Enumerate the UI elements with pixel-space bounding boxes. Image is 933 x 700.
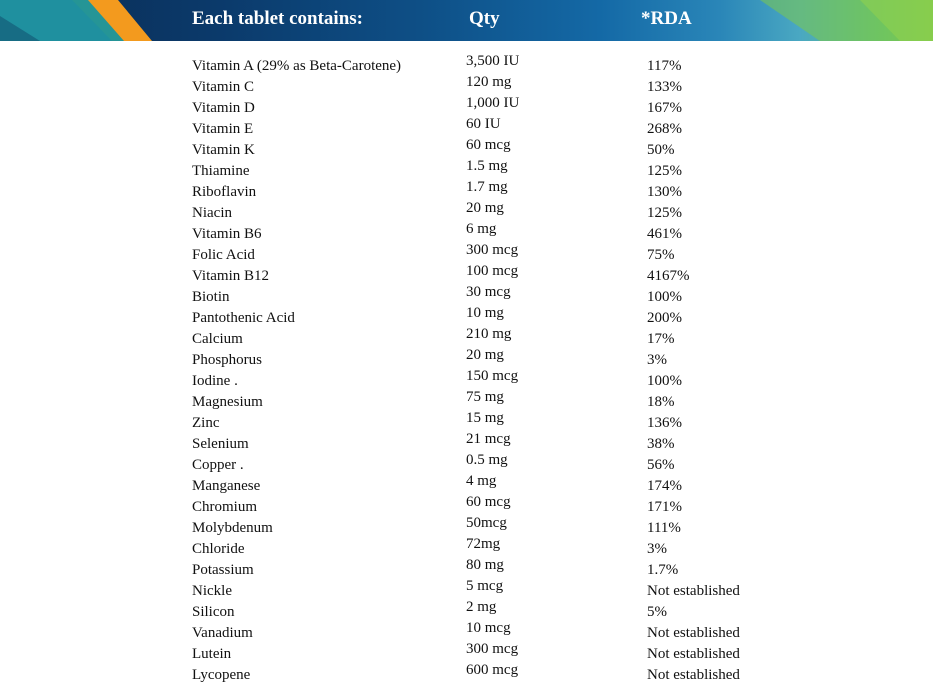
nutrient-name: Riboflavin	[192, 184, 257, 200]
nutrient-rda: 18%	[647, 394, 675, 410]
header-item-label: Each tablet contains:	[192, 8, 363, 29]
table-header-bar	[0, 0, 933, 41]
nutrient-name: Phosphorus	[192, 352, 263, 368]
nutrient-qty: 60 IU	[466, 116, 501, 132]
nutrient-name: Nickle	[192, 583, 232, 599]
nutrient-rda: 200%	[647, 310, 682, 326]
nutrient-rda: 100%	[647, 373, 682, 389]
nutrient-name: Vitamin E	[192, 121, 254, 137]
nutrient-qty: 300 mcg	[466, 242, 519, 258]
nutrient-rda: 50%	[647, 142, 675, 158]
nutrient-qty: 20 mg	[466, 200, 504, 216]
nutrient-rda: 4167%	[647, 268, 690, 284]
nutrient-rda: 167%	[647, 100, 682, 116]
nutrient-name: Thiamine	[192, 163, 250, 179]
nutrient-qty: 72mg	[466, 536, 501, 552]
nutrient-rda: 1.7%	[647, 562, 679, 578]
nutrient-rda: 56%	[647, 457, 675, 473]
nutrient-name: Manganese	[192, 478, 261, 494]
nutrient-name: Potassium	[192, 562, 254, 578]
nutrient-rda: Not established	[647, 646, 740, 662]
nutrient-name: Zinc	[192, 415, 220, 431]
nutrient-qty: 600 mcg	[466, 662, 519, 678]
nutrient-name: Molybdenum	[192, 520, 273, 536]
nutrient-rda: 100%	[647, 289, 682, 305]
nutrient-name: Niacin	[192, 205, 232, 221]
nutrient-name: Lycopene	[192, 667, 251, 683]
nutrient-qty: 1,000 IU	[466, 95, 520, 111]
nutrient-qty: 3,500 IU	[466, 53, 520, 69]
nutrient-qty: 1.7 mg	[466, 179, 508, 195]
nutrient-name: Vitamin A (29% as Beta-Carotene)	[192, 58, 402, 74]
nutrient-name: Lutein	[192, 646, 232, 662]
nutrient-qty: 4 mg	[466, 473, 497, 489]
nutrient-name: Biotin	[192, 289, 230, 305]
nutrient-qty: 150 mcg	[466, 368, 519, 384]
nutrient-rda: 5%	[647, 604, 667, 620]
nutrient-rda: Not established	[647, 667, 740, 683]
nutrient-name: Iodine .	[192, 373, 238, 389]
nutrient-qty: 100 mcg	[466, 263, 519, 279]
nutrient-qty: 60 mcg	[466, 137, 511, 153]
nutrient-qty: 80 mg	[466, 557, 504, 573]
nutrient-rda: 3%	[647, 352, 667, 368]
nutrient-name: Chromium	[192, 499, 258, 515]
nutrient-name: Calcium	[192, 331, 243, 347]
nutrient-qty: 1.5 mg	[466, 158, 508, 174]
nutrient-table	[0, 54, 933, 684]
nutrient-name: Folic Acid	[192, 247, 255, 263]
nutrient-name: Copper .	[192, 457, 244, 473]
nutrient-qty: 15 mg	[466, 410, 504, 426]
nutrient-rda: 133%	[647, 79, 682, 95]
nutrient-name: Pantothenic Acid	[192, 310, 295, 326]
nutrient-qty: 5 mcg	[466, 578, 504, 594]
nutrient-name: Vitamin C	[192, 79, 255, 95]
nutrient-rda: Not established	[647, 625, 740, 641]
nutrient-rda: 171%	[647, 499, 682, 515]
nutrient-qty: 30 mcg	[466, 284, 511, 300]
header-qty-label: Qty	[469, 8, 500, 29]
nutrient-qty: 10 mg	[466, 305, 504, 321]
header-decoration	[0, 0, 933, 41]
nutrient-name: Vitamin D	[192, 100, 255, 116]
nutrient-name: Vitamin B6	[192, 226, 262, 242]
nutrient-name: Magnesium	[192, 394, 263, 410]
nutrient-rda: 174%	[647, 478, 682, 494]
nutrient-name: Vitamin B12	[192, 268, 270, 284]
nutrient-rda: Not established	[647, 583, 740, 599]
nutrient-rda: 268%	[647, 121, 682, 137]
nutrient-rda: 125%	[647, 205, 682, 221]
nutrient-rda: 75%	[647, 247, 675, 263]
nutrient-qty: 75 mg	[466, 389, 504, 405]
nutrient-qty: 0.5 mg	[466, 452, 508, 468]
nutrient-rda: 38%	[647, 436, 675, 452]
nutrient-name: Vanadium	[192, 625, 253, 641]
nutrient-qty: 21 mcg	[466, 431, 511, 447]
nutrient-name: Silicon	[192, 604, 235, 620]
nutrient-rda: 125%	[647, 163, 682, 179]
nutrient-rda: 17%	[647, 331, 675, 347]
table-row	[0, 663, 933, 684]
nutrient-qty: 50mcg	[466, 515, 507, 531]
nutrient-qty: 10 mcg	[466, 620, 511, 636]
nutrient-qty: 120 mg	[466, 74, 512, 90]
nutrient-qty: 210 mg	[466, 326, 512, 342]
nutrient-rda: 136%	[647, 415, 682, 431]
nutrient-qty: 2 mg	[466, 599, 497, 615]
nutrient-rda: 111%	[647, 520, 681, 536]
nutrient-rda: 3%	[647, 541, 667, 557]
nutrient-qty: 6 mg	[466, 221, 497, 237]
nutrient-name: Vitamin K	[192, 142, 255, 158]
nutrient-name: Selenium	[192, 436, 249, 452]
nutrient-rda: 130%	[647, 184, 682, 200]
header-rda-label: *RDA	[641, 8, 692, 29]
nutrient-qty: 20 mg	[466, 347, 504, 363]
nutrient-qty: 300 mcg	[466, 641, 519, 657]
nutrient-rda: 461%	[647, 226, 682, 242]
nutrient-name: Chloride	[192, 541, 245, 557]
nutrient-qty: 60 mcg	[466, 494, 511, 510]
nutrient-rda: 117%	[647, 58, 682, 74]
